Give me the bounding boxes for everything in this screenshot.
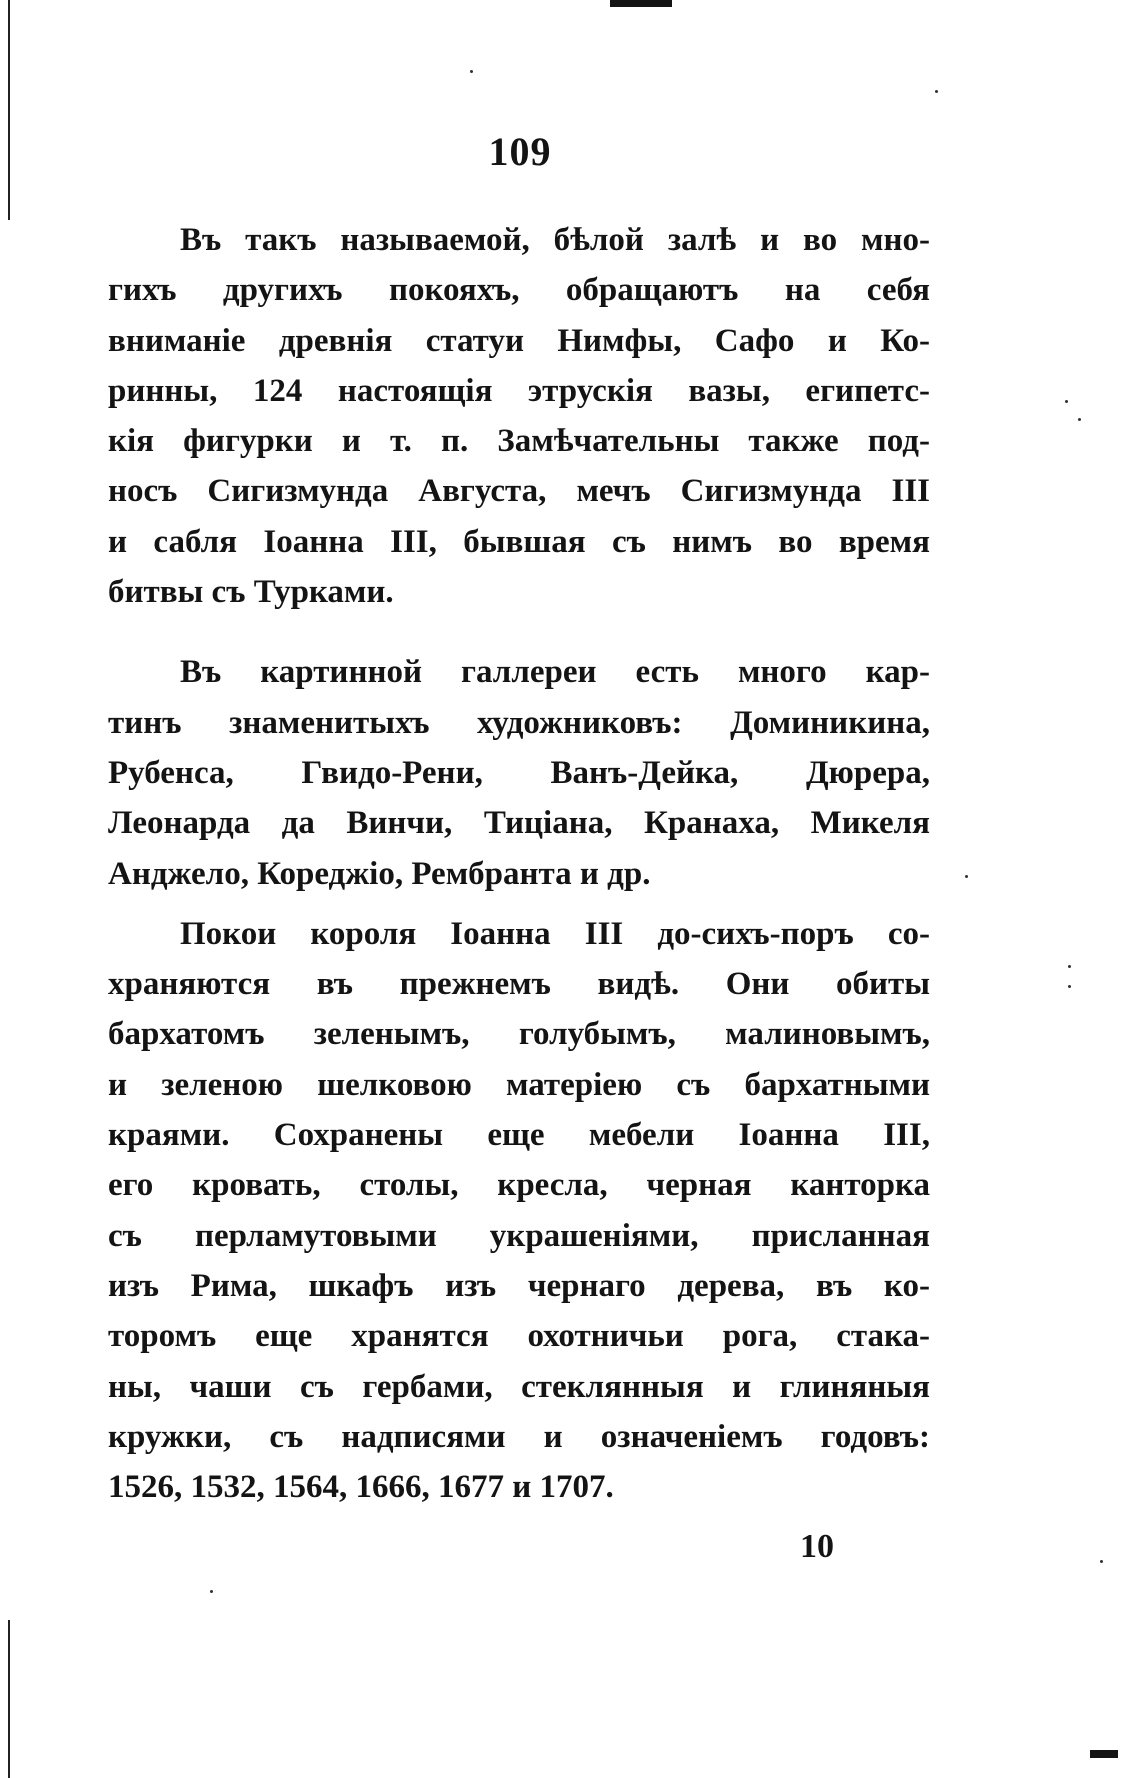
paragraph-gap bbox=[108, 617, 930, 647]
text-line: ны, чаши съ гербами, стеклянныя и глиняныя bbox=[108, 1368, 930, 1405]
body-text bbox=[108, 215, 930, 1512]
text-line: торомъ еще хранятся охотничьи рога, стака- bbox=[108, 1318, 930, 1355]
paragraph bbox=[108, 647, 930, 898]
text-line: ринны, 124 настоящія этрускія вазы, египетс- bbox=[108, 372, 930, 409]
speck bbox=[1065, 400, 1068, 403]
speck bbox=[1068, 965, 1071, 968]
text-line: бархатомъ зеленымъ, голубымъ, малиновымъ, bbox=[108, 1016, 930, 1053]
paragraph bbox=[108, 909, 930, 1513]
speck bbox=[1078, 418, 1081, 421]
text-line: храняются въ прежнемъ видѣ. Они обиты bbox=[108, 966, 930, 1003]
text-line: и сабля Іоанна III, бывшая съ нимъ во время bbox=[108, 523, 930, 560]
text-line: Рубенса, Гвидо-Рени, Ванъ-Дейка, Дюрера, bbox=[108, 754, 930, 791]
text-line: гихъ другихъ покояхъ, обращаютъ на себя bbox=[108, 272, 930, 309]
speck bbox=[935, 90, 938, 93]
text-line: изъ Рима, шкафъ изъ чернаго дерева, въ ко- bbox=[108, 1267, 930, 1304]
page-edge-shadow-bottom bbox=[8, 1620, 10, 1778]
text-line: кружки, съ надписями и означеніемъ годовъ: bbox=[108, 1418, 930, 1455]
text-line: тинъ знаменитыхъ художниковъ: Доминикина, bbox=[108, 704, 930, 741]
speck bbox=[965, 875, 968, 878]
text-line: Покои короля Іоанна III до-сихъ-поръ со- bbox=[180, 915, 930, 952]
text-line: 1526, 1532, 1564, 1666, 1677 и 1707. bbox=[108, 1469, 614, 1506]
text-line: краями. Сохранены еще мебели Іоанна III, bbox=[108, 1117, 930, 1154]
text-line: битвы съ Турками. bbox=[108, 574, 394, 611]
speck bbox=[470, 70, 473, 73]
text-line: его кровать, столы, кресла, черная канторка bbox=[108, 1167, 930, 1204]
text-line: Анджело, Кореджіо, Рембранта и др. bbox=[108, 855, 651, 892]
paragraph-gap bbox=[108, 899, 930, 909]
text-line: вниманіе древнія статуи Нимфы, Сафо и Ко- bbox=[108, 322, 930, 359]
speck bbox=[210, 1590, 213, 1593]
top-rule bbox=[610, 0, 672, 7]
page-number: 109 bbox=[488, 129, 552, 174]
text-line: съ перламутовыми украшеніями, присланная bbox=[108, 1217, 930, 1254]
page-edge-shadow bbox=[8, 0, 10, 220]
corner-mark bbox=[1090, 1750, 1118, 1758]
text-line: кія фигурки и т. п. Замѣчательны также под- bbox=[108, 423, 930, 460]
speck bbox=[1100, 1560, 1103, 1563]
text-line: носъ Сигизмунда Августа, мечъ Сигизмунда III bbox=[108, 473, 930, 510]
text-line: Леонарда да Винчи, Тиціана, Кранаха, Микеля bbox=[108, 805, 930, 842]
paragraph bbox=[108, 215, 930, 617]
text-line: и зеленою шелковою матеріею съ бархатными bbox=[108, 1066, 930, 1103]
speck bbox=[1068, 985, 1071, 988]
signature-mark: 10 bbox=[800, 1528, 834, 1565]
text-line: Въ такъ называемой, бѣлой залѣ и во мно- bbox=[180, 222, 930, 258]
text-line: Въ картинной галлереи есть много кар- bbox=[180, 654, 930, 691]
